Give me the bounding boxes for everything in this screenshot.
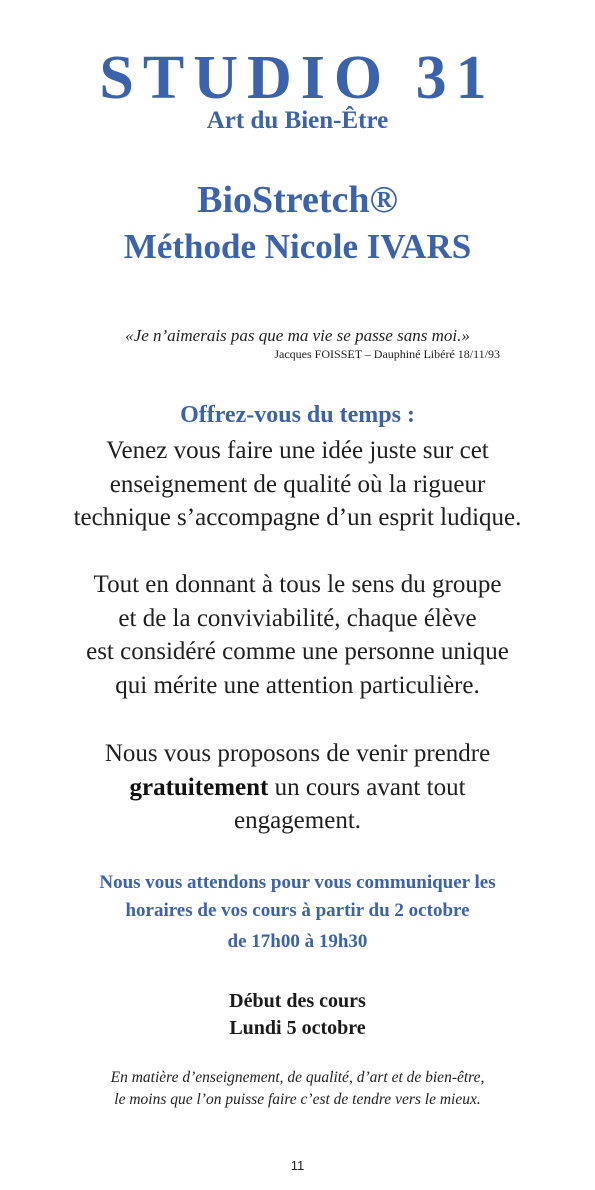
free-emphasis: gratuitement: [129, 773, 269, 801]
schedule-line: horaires de vos cours à partir du 2 octobre: [125, 900, 470, 921]
schedule-line: Nous vous attendons pour vous communiquer les: [99, 872, 496, 893]
method-name: BioStretch®: [197, 179, 398, 221]
page-number: 11: [290, 1158, 305, 1173]
paragraph-line-rest: un cours avant tout: [268, 773, 466, 801]
brand-tagline: Art du Bien-Être: [206, 107, 389, 134]
method-author: Méthode Nicole IVARS: [123, 227, 472, 266]
schedule-hours: de 17h00 à 19h30: [227, 931, 368, 952]
closing-quote: [0, 1067, 595, 1111]
schedule-notice: [0, 869, 595, 925]
quote-text: «Je n’aimerais pas que ma vie se passe sans moi.»: [125, 326, 470, 345]
paragraph-line: Nous vous proposons de venir prendre: [104, 740, 491, 767]
paragraph-line: [0, 771, 595, 805]
course-start: [0, 988, 595, 1042]
closing-line: le moins que l’on puisse faire c’est de tendre vers le mieux.: [114, 1091, 481, 1108]
paragraph-line: qui mérite une attention particulière.: [115, 671, 480, 699]
offer-heading: Offrez-vous du temps :: [180, 402, 415, 428]
paragraph-line: enseignement de qualité où la rigueur: [109, 470, 486, 498]
paragraph-line: est considéré comme une personne unique: [86, 638, 509, 665]
brand-title: STUDIO 31: [99, 44, 496, 112]
paragraph-line: engagement.: [233, 807, 362, 834]
course-start-date: Lundi 5 octobre: [229, 1017, 366, 1039]
offer-paragraph-1: [0, 434, 595, 535]
closing-line: En matière d’enseignement, de qualité, d’art et de bien-être,: [110, 1069, 485, 1086]
paragraph-line: technique s’accompagne d’un esprit ludique.: [73, 504, 522, 531]
offer-paragraph-3: [0, 737, 595, 838]
paragraph-line: et de la conviviabilité, chaque élève: [118, 604, 477, 632]
quote-source: Jacques FOISSET – Dauphiné Libéré 18/11/93: [274, 347, 500, 361]
paragraph-line: Tout en donnant à tous le sens du groupe: [93, 571, 502, 598]
offer-paragraph-2: [0, 568, 595, 702]
paragraph-line: Venez vous faire une idée juste sur cet: [106, 437, 489, 464]
course-start-label: Début des cours: [229, 990, 366, 1012]
